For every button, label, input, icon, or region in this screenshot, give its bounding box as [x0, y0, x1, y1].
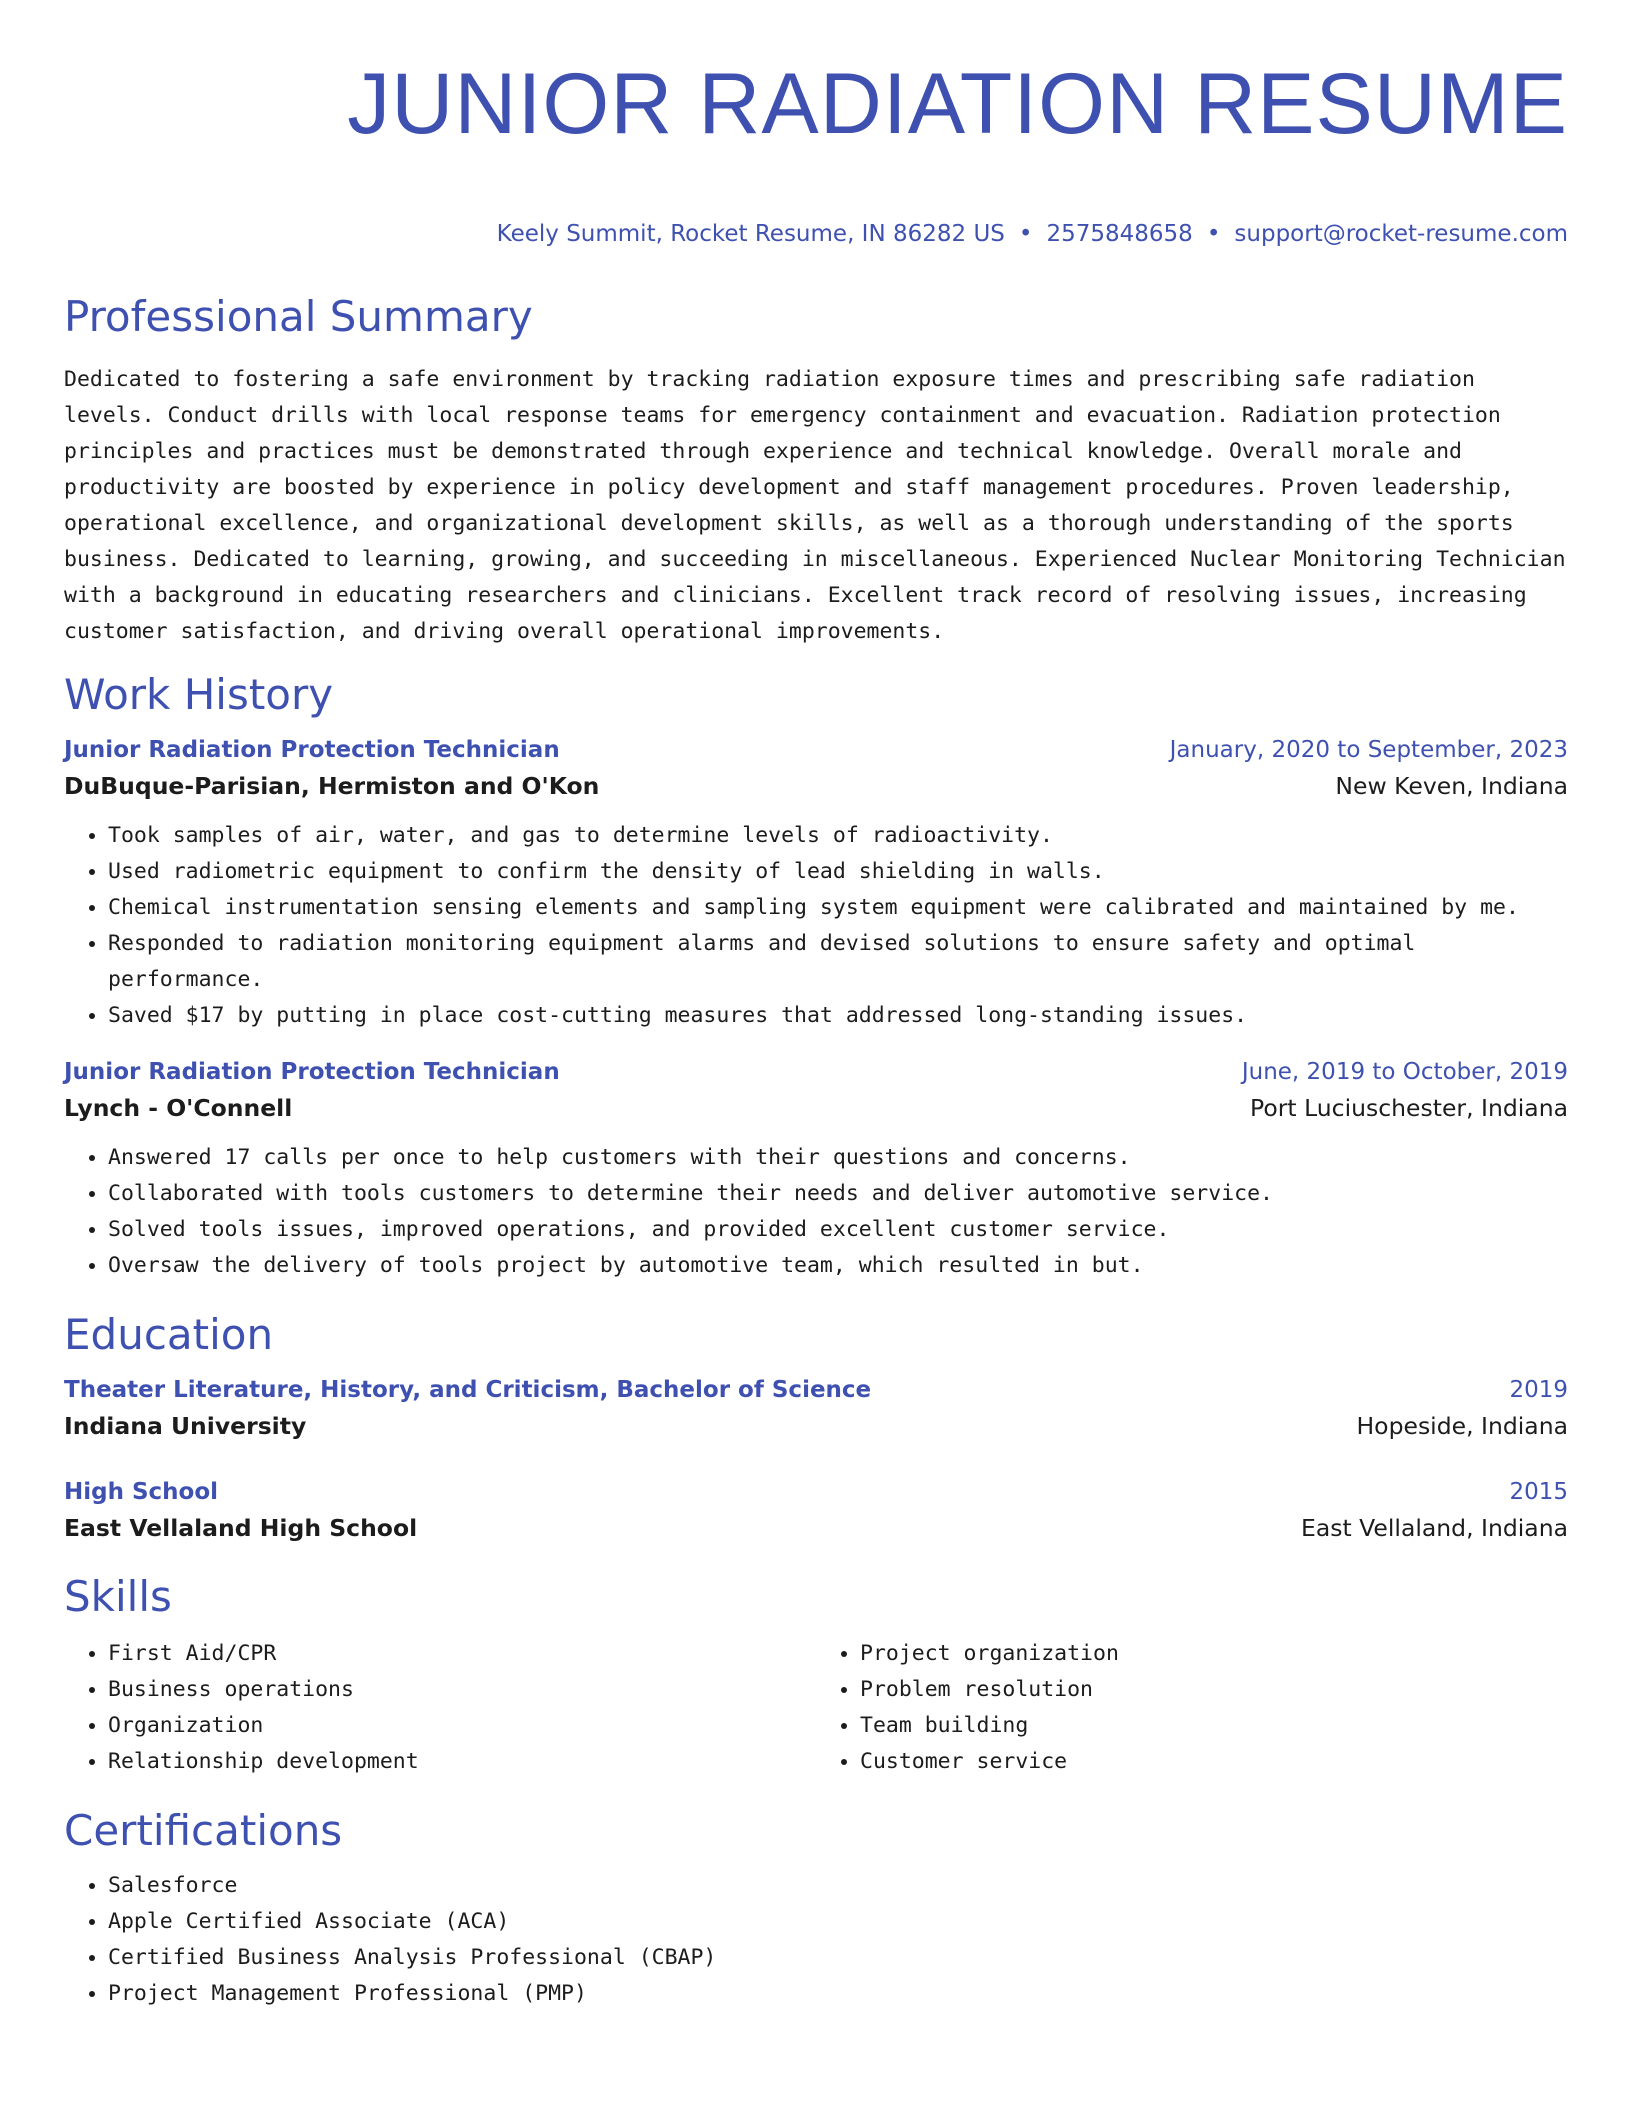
- education-school: East Vellaland High School: [64, 1514, 418, 1542]
- education-entry: [64, 1374, 1568, 1446]
- summary-text: Dedicated to fostering a safe environment by tracking radiation exposure times and prescribing safe radiation levels. Conduct drills with local response teams for emergency containment and evacuation. Radiation protection principles and practices must be demonstrated through experience and technical knowledge. Overall morale and productivity are boosted by experience in policy development and staff management procedures. Proven leadership, operational excellence, and organizational development skills, as well as a thorough understanding of the sports business. Dedicated to learning, growing, and succeeding in miscellaneous. Experienced Nuclear Monitoring Technician with a background in educating researchers and clinicians. Excellent track record of resolving issues, increasing customer satisfaction, and driving overall operational improvements.: [64, 367, 1566, 644]
- job-bullet: • Chemical instrumentation sensing elements and sampling system equipment were calibrated and maintained by me.: [108, 890, 1568, 926]
- education-degree: Theater Literature, History, and Criticism, Bachelor of Science: [64, 1377, 872, 1403]
- skill-item: • Project organization: [860, 1636, 1568, 1672]
- job-employer: Lynch - O'Connell: [64, 1094, 293, 1122]
- section-title-education: Education: [64, 1310, 274, 1359]
- skill-item: • Team building: [860, 1708, 1568, 1744]
- resume-header: [64, 58, 1568, 248]
- section-title-summary: Professional Summary: [64, 292, 533, 341]
- skill-item: • Customer service: [860, 1744, 1568, 1780]
- job-dates: January, 2020 to September, 2023: [1169, 737, 1568, 763]
- section-title-certifications: Certifications: [64, 1806, 343, 1855]
- certification-item: • Apple Certified Associate (ACA): [108, 1904, 1568, 1940]
- skills-column-left: [64, 1636, 816, 1780]
- education-entry: [64, 1476, 1568, 1548]
- education-location: Hopeside, Indiana: [1356, 1412, 1568, 1440]
- education-degree: High School: [64, 1479, 219, 1505]
- certification-item: • Certified Business Analysis Professional (CBAP): [108, 1940, 1568, 1976]
- job-location: Port Luciuschester, Indiana: [1250, 1094, 1568, 1122]
- job-bullet: • Solved tools issues, improved operations, and provided excellent customer service.: [108, 1212, 1568, 1248]
- education-school: Indiana University: [64, 1412, 307, 1440]
- contact-email[interactable]: support@rocket-resume.com: [1234, 221, 1568, 247]
- education-year: 2015: [1509, 1479, 1568, 1505]
- job-bullet: • Responded to radiation monitoring equipment alarms and devised solutions to ensure safety and optimal performance.: [108, 926, 1568, 998]
- education-year: 2019: [1509, 1377, 1568, 1403]
- contact-phone: 2575848658: [1046, 221, 1193, 247]
- job-entry: [64, 1056, 1568, 1284]
- job-title: Junior Radiation Protection Technician: [64, 737, 560, 763]
- skill-item: • First Aid/CPR: [108, 1636, 816, 1672]
- job-dates: June, 2019 to October, 2019: [1241, 1059, 1568, 1085]
- skills-section: [64, 1572, 1568, 1780]
- job-bullet: • Answered 17 calls per once to help customers with their questions and concerns.: [108, 1140, 1568, 1176]
- job-bullets: [64, 818, 1568, 1034]
- job-bullet: • Used radiometric equipment to confirm the density of lead shielding in walls.: [108, 854, 1568, 890]
- skill-item: • Relationship development: [108, 1744, 816, 1780]
- job-entry: [64, 734, 1568, 1034]
- job-employer: DuBuque-Parisian, Hermiston and O'Kon: [64, 772, 600, 800]
- job-location: New Keven, Indiana: [1335, 772, 1568, 800]
- section-title-work-history: Work History: [64, 670, 334, 719]
- summary-section: [64, 292, 1568, 650]
- contact-separator: •: [1018, 221, 1033, 247]
- job-bullet: • Collaborated with tools customers to determine their needs and deliver automotive service.: [108, 1176, 1568, 1212]
- certification-item: • Salesforce: [108, 1868, 1568, 1904]
- job-bullet: • Saved $17 by putting in place cost-cutting measures that addressed long-standing issues.: [108, 998, 1568, 1034]
- skills-grid: [64, 1636, 1568, 1780]
- job-bullet: • Took samples of air, water, and gas to determine levels of radioactivity.: [108, 818, 1568, 854]
- contact-line: [64, 220, 1568, 248]
- job-bullets: [64, 1140, 1568, 1284]
- education-section: [64, 1310, 1568, 1548]
- contact-separator: •: [1206, 221, 1221, 247]
- job-bullet: • Oversaw the delivery of tools project by automotive team, which resulted in but.: [108, 1248, 1568, 1284]
- job-title: Junior Radiation Protection Technician: [64, 1059, 560, 1085]
- certifications-list: [64, 1868, 1568, 2012]
- certifications-section: [64, 1806, 1568, 2012]
- work-history-section: [64, 670, 1568, 1284]
- skills-column-right: [816, 1636, 1568, 1780]
- education-location: East Vellaland, Indiana: [1301, 1514, 1568, 1542]
- skill-item: • Problem resolution: [860, 1672, 1568, 1708]
- resume-name: JUNIOR RADIATION RESUME: [347, 56, 1568, 152]
- section-title-skills: Skills: [64, 1572, 172, 1621]
- skill-item: • Organization: [108, 1708, 816, 1744]
- contact-address: Keely Summit, Rocket Resume, IN 86282 US: [496, 221, 1005, 247]
- skill-item: • Business operations: [108, 1672, 816, 1708]
- certification-item: • Project Management Professional (PMP): [108, 1976, 1568, 2012]
